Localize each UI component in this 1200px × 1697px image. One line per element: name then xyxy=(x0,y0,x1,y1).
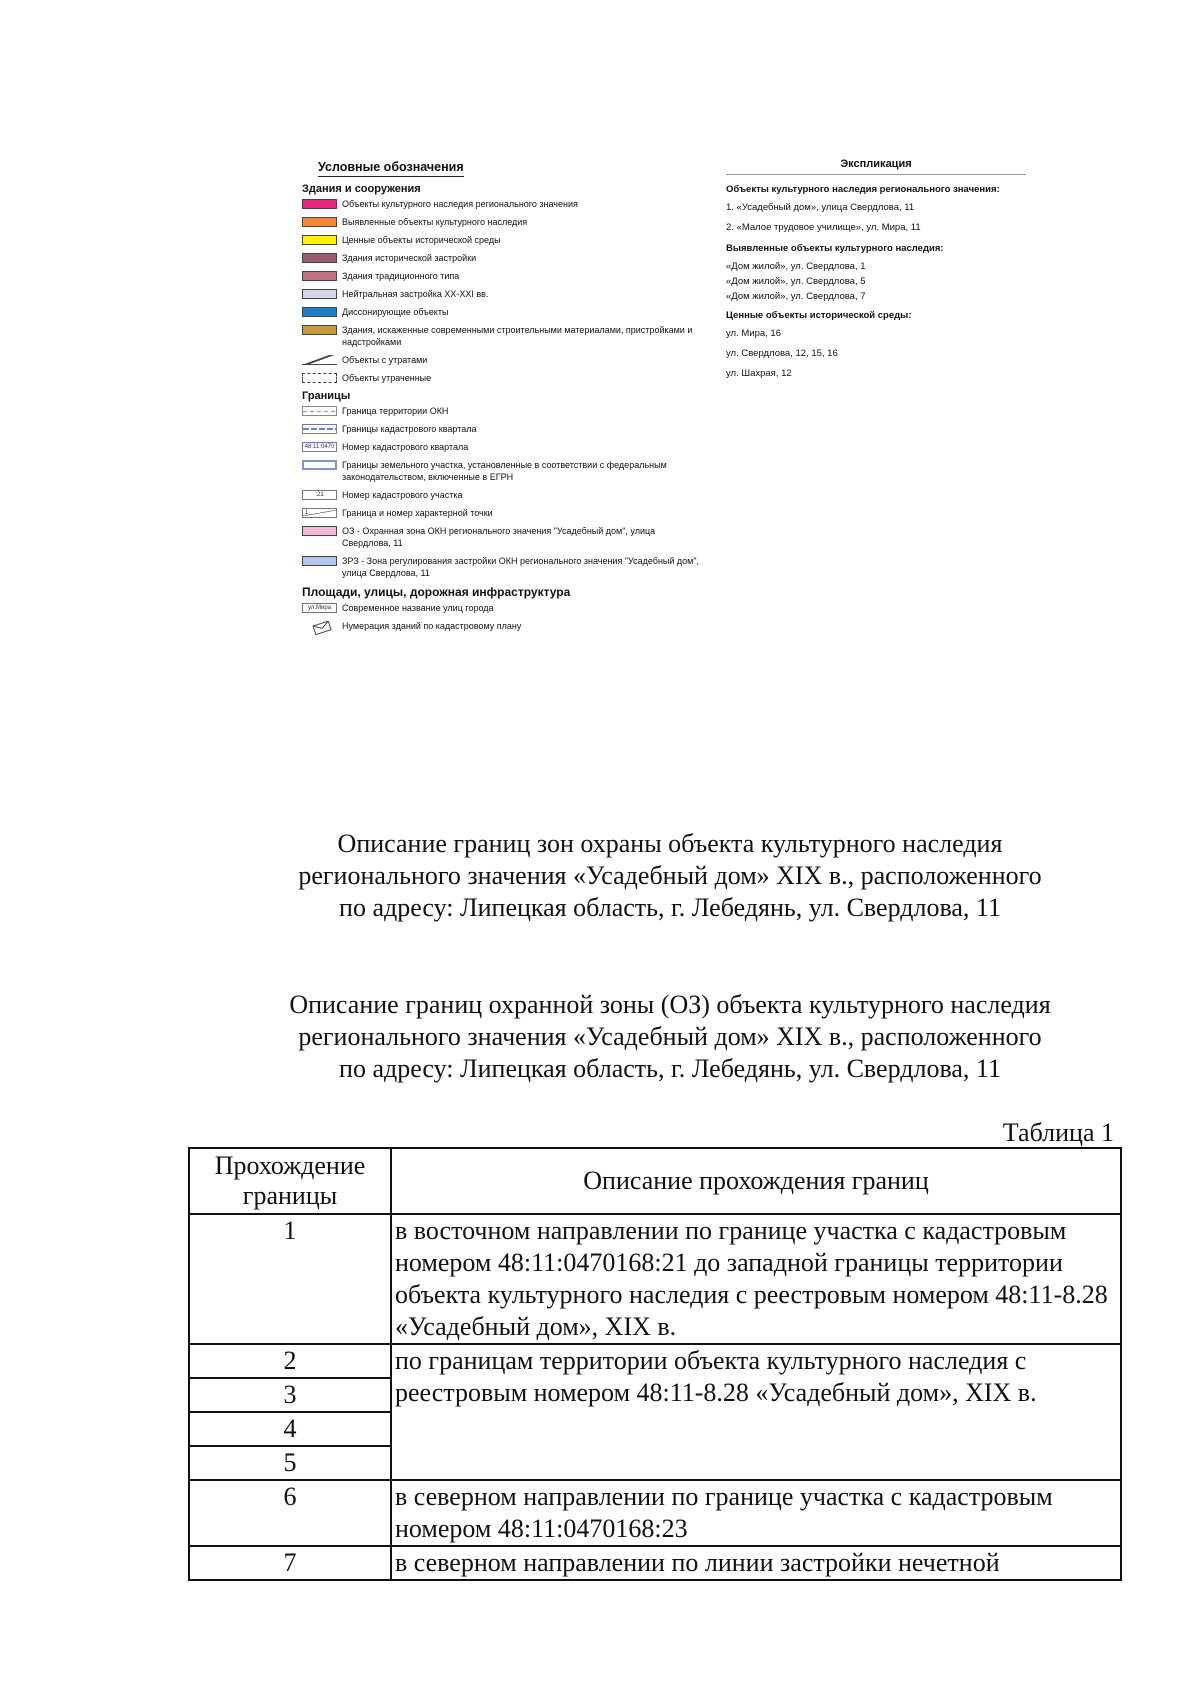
color-swatch xyxy=(302,556,337,566)
legend-label: Граница территории ОКН xyxy=(342,406,449,416)
row-number: 4 xyxy=(189,1412,391,1446)
color-swatch xyxy=(302,235,337,245)
legend-label: Объекты культурного наследия регионального значения xyxy=(342,199,578,209)
legend-label: ЗРЗ - Зона регулирования застройки ОКН регионального значения "Усадебный дом", улица Свердлова, 11 xyxy=(342,556,700,578)
explication-item: ул. Шахрая, 12 xyxy=(726,368,792,379)
legend-label: Нейтральная застройка XX-XXI вв. xyxy=(342,289,489,299)
color-swatch xyxy=(302,526,337,536)
legend-item xyxy=(302,252,702,264)
legend-item xyxy=(302,234,702,246)
explication-item: ул. Свердлова, 12, 15, 16 xyxy=(726,348,838,359)
legend-label: Здания исторической застройки xyxy=(342,253,477,263)
legend-item xyxy=(302,288,702,300)
legend-label: Выявленные объекты культурного наследия xyxy=(342,217,528,227)
table-header-row xyxy=(189,1148,1121,1214)
table-row xyxy=(189,1344,1121,1378)
legend-section-boundaries: Границы xyxy=(302,390,351,402)
legend-label: Объекты утраченные xyxy=(342,373,432,383)
heading-line: Описание границ зон охраны объекта культурного наследия xyxy=(337,829,1003,858)
legend-item xyxy=(302,507,702,519)
legend-item xyxy=(302,525,702,549)
explication-item: «Дом жилой», ул. Свердлова, 1 xyxy=(726,261,866,272)
table-caption: Таблица 1 xyxy=(1002,1118,1114,1147)
column-header: Прохождение границы xyxy=(189,1148,391,1214)
legend-item xyxy=(302,459,702,483)
legend-label: Границы земельного участка, установленные в соответствии с федеральным законодательством, включенные в ЕГРН xyxy=(342,460,667,482)
boundary-line-icon xyxy=(302,424,337,434)
heading-line: регионального значения «Усадебный дом» XIX в., расположенного xyxy=(298,1022,1042,1051)
legend-label: Современное название улиц города xyxy=(342,603,494,613)
color-swatch xyxy=(302,271,337,281)
legend-label: Граница и номер характерной точки xyxy=(342,508,493,518)
legend-label: Диссонирующие объекты xyxy=(342,307,449,317)
legend xyxy=(302,158,702,638)
color-swatch xyxy=(302,199,337,209)
column-header: Описание прохождения границ xyxy=(391,1148,1121,1214)
row-description: в восточном направлении по границе участка с кадастровым номером 48:11:0470168:21 до западной границы территории объекта культурного наследия с реестровым номером 48:11-8.28 «Усадебный дом», XIX в. xyxy=(391,1214,1121,1344)
color-swatch xyxy=(302,253,337,263)
row-description: в северном направлении по границе участка с кадастровым номером 48:11:0470168:23 xyxy=(391,1480,1121,1546)
legend-item xyxy=(302,405,702,417)
legend-item xyxy=(302,270,702,282)
table-row xyxy=(189,1546,1121,1580)
building-number-icon xyxy=(302,621,337,631)
explication-item: 1. «Усадебный дом», улица Свердлова, 11 xyxy=(726,202,915,213)
explication-item: ул. Мира, 16 xyxy=(726,328,781,339)
row-description: по границам территории объекта культурного наследия с реестровым номером 48:11-8.28 «Усадебный дом», XIX в. xyxy=(391,1344,1121,1480)
explication xyxy=(726,158,1026,388)
explication-heading: Выявленные объекты культурного наследия: xyxy=(726,243,944,254)
row-number: 2 xyxy=(189,1344,391,1378)
characteristic-point-icon: 1 xyxy=(302,508,337,518)
explication-title: Экспликация xyxy=(726,158,1026,175)
legend-section-buildings: Здания и сооружения xyxy=(302,183,421,195)
diagonal-line-icon xyxy=(302,355,337,365)
legend-label: Ценные объекты исторической среды xyxy=(342,235,501,245)
parcel-boundary-icon xyxy=(302,460,337,470)
row-number: 1 xyxy=(189,1214,391,1344)
color-swatch xyxy=(302,307,337,317)
heading-line: по адресу: Липецкая область, г. Лебедянь, ул. Свердлова, 11 xyxy=(339,893,1001,922)
legend-label: Здания традиционного типа xyxy=(342,271,460,281)
legend-label: Объекты с утратами xyxy=(342,355,428,365)
legend-item xyxy=(302,216,702,228)
boundary-line-icon xyxy=(302,406,337,416)
explication-item: 2. «Малое трудовое училище», ул. Мира, 11 xyxy=(726,222,921,233)
explication-heading: Объекты культурного наследия регионального значения: xyxy=(726,184,1000,195)
table-row xyxy=(189,1214,1121,1344)
explication-heading: Ценные объекты исторической среды: xyxy=(726,310,912,321)
legend-section-streets: Площади, улицы, дорожная инфраструктура xyxy=(302,585,571,599)
legend-item xyxy=(302,602,702,614)
quarter-number-icon: 48:11:0470 xyxy=(302,442,337,452)
boundaries-table xyxy=(188,1147,1122,1581)
explication-item: «Дом жилой», ул. Свердлова, 5 xyxy=(726,276,866,287)
row-description: в северном направлении по линии застройки нечетной xyxy=(391,1546,1121,1580)
table-row xyxy=(189,1480,1121,1546)
legend-label: Нумерация зданий по кадастровому плану xyxy=(342,621,522,631)
color-swatch xyxy=(302,325,337,335)
oz-heading xyxy=(230,989,1110,1085)
legend-item xyxy=(302,620,702,632)
legend-label: Номер кадастрового участка xyxy=(342,490,463,500)
legend-item xyxy=(302,489,702,501)
legend-item xyxy=(302,423,702,435)
legend-item xyxy=(302,354,702,366)
heading-line: регионального значения «Усадебный дом» XIX в., расположенного xyxy=(298,861,1042,890)
legend-label: ОЗ - Охранная зона ОКН регионального значения "Усадебный дом", улица Свердлова, 11 xyxy=(342,526,656,548)
heading-line: по адресу: Липецкая область, г. Лебедянь, ул. Свердлова, 11 xyxy=(339,1054,1001,1083)
legend-item xyxy=(302,306,702,318)
legend-label: Здания, искаженные современными строительными материалами, пристройками и надстройками xyxy=(342,325,693,347)
legend-item xyxy=(302,198,702,210)
street-name-icon: ул.Мира xyxy=(302,603,337,613)
legend-label: Номер кадастрового квартала xyxy=(342,442,469,452)
color-swatch xyxy=(302,289,337,299)
legend-item xyxy=(302,324,702,348)
legend-label: Границы кадастрового квартала xyxy=(342,424,477,434)
color-swatch xyxy=(302,217,337,227)
legend-item xyxy=(302,441,702,453)
legend-item xyxy=(302,555,702,579)
legend-item xyxy=(302,372,702,384)
legend-title: Условные обозначения xyxy=(318,160,464,177)
row-number: 5 xyxy=(189,1446,391,1480)
heading-line: Описание границ охранной зоны (ОЗ) объекта культурного наследия xyxy=(289,990,1051,1019)
row-number: 6 xyxy=(189,1480,391,1546)
row-number: 3 xyxy=(189,1378,391,1412)
dashed-rect-icon xyxy=(302,373,337,383)
parcel-number-icon: :21 xyxy=(302,490,337,500)
explication-item: «Дом жилой», ул. Свердлова, 7 xyxy=(726,291,866,302)
main-heading xyxy=(230,828,1110,924)
row-number: 7 xyxy=(189,1546,391,1580)
